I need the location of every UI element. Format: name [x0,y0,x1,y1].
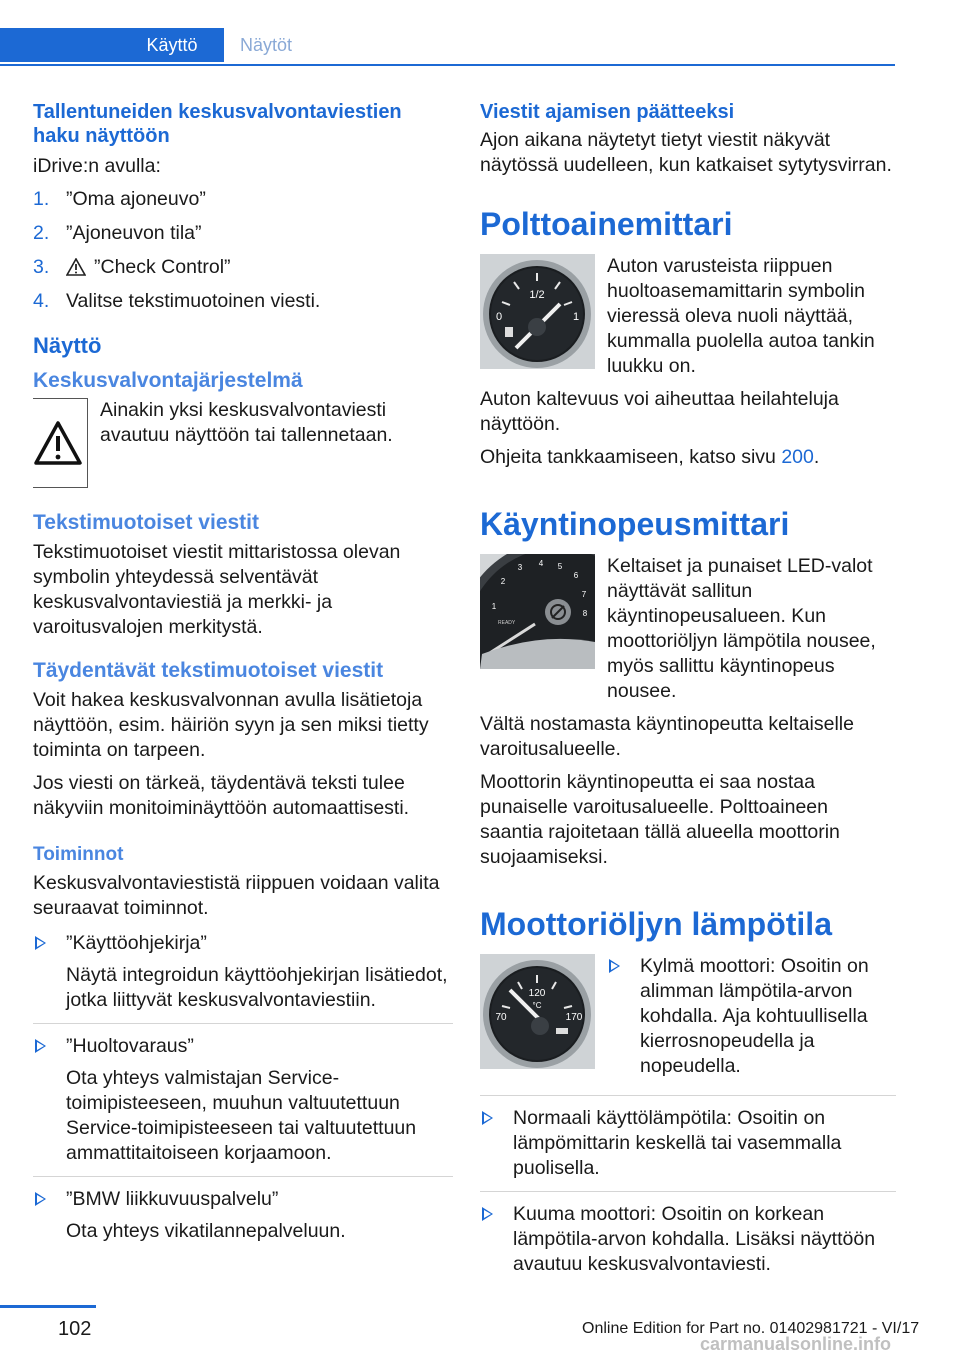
tacho-tick-label: 6 [573,571,579,580]
step-number: 2. [33,222,50,244]
list-item [480,1096,896,1181]
step-number: 4. [33,290,50,312]
header-bar [0,0,895,66]
footer-accent-line [0,1305,96,1308]
fuel-pump-icon [505,327,513,337]
oil-gauge-label-unit: °C [532,1001,542,1010]
tacho-tick-label: 7 [581,590,587,599]
step-text: ”Check Control” [94,256,231,278]
paragraph: Keskusvalvontaviestistä riippuen voidaan valita seuraavat toiminnot. [33,872,440,919]
tacho-tick-label: 8 [582,609,588,618]
tacho-tick-label: 1 [491,602,497,611]
list-item [33,255,453,280]
tacho-tick-label: 3 [517,563,523,572]
figure-row-fuel [480,254,896,379]
fuel-gauge-label-one: 1 [572,311,580,323]
paragraph: Moottorin käyntinopeutta ei saa nostaa punaiselle varoitusalueelle. Polttoaineen saantia rajoitetaan tällä alueella moottorin suojaamiseksi. [480,771,840,868]
paragraph: Ajon aikana näytetyt tietyt viestit näkyvät näytössä uudelleen, kun katkaiset sytytysvirran. [480,129,892,176]
item-text: Normaali käyttölämpötila: Osoitin on lämpömittarin keskellä tai vasemmalla puolisella. [513,1107,842,1179]
item-label: ”Käyttöohjekirja” [66,932,207,954]
step-number: 3. [33,256,50,278]
step-text: ”Oma ajoneuvo” [66,188,206,210]
figure-row-oil [480,954,896,1089]
paragraph [480,445,896,470]
paragraph: Tekstimuotoiset viestit mittaristossa olevan symbolin yhteydessä selventävät keskusvalvontaviestiä ja merkki- ja varoitusvalojen merkitystä. [33,541,401,638]
fuel-text: Auton varusteista riippuen huoltoasemamittarin symbolin vieressä oleva nuoli näyttää, kummalla puolella autoa tankin luukku on. [607,255,875,377]
page-number: 102 [58,1318,92,1340]
oil-gauge-label-mid: 120 [528,988,546,999]
section-title-haku: Tallentuneiden keskusvalvontaviestien haku näyttöön [33,101,402,147]
step-text: ”Ajoneuvon tila” [66,222,202,244]
list-item [480,1191,896,1277]
oil-gauge-label-high: 170 [565,1012,583,1023]
list-item [33,221,453,246]
tachometer-image [480,554,595,669]
fuel-gauge-image [480,254,595,369]
oil-temperature-gauge-image [480,954,595,1069]
oil-list-first [607,954,896,1079]
bullet-triangle-icon [482,1207,493,1221]
fuel-gauge-label-zero: 0 [495,311,503,323]
section-title-kayntinopeusmittari: Käyntinopeusmittari [480,506,790,542]
page-link[interactable]: 200 [781,446,814,468]
text-span: . [813,446,820,468]
bullet-triangle-icon [482,1111,493,1125]
paragraph: Auton kaltevuus voi aiheuttaa heilahteluja näyttöön. [480,388,839,435]
edition-text: Online Edition for Part no. 01402981721 - VI/17 [582,1320,920,1337]
tacho-tick-label: 2 [500,577,506,586]
fuel-gauge-label-half: 1/2 [529,289,545,301]
tab-naytot[interactable]: Näytöt [240,35,293,55]
section-title-tekstimuotoiset: Tekstimuotoiset viestit [33,511,259,534]
watermark: carmanualsonline.info [700,1334,892,1354]
section-title-taydentavat: Täydentävät tekstimuotoiset viestit [33,659,384,682]
step-number: 1. [33,188,50,210]
steps-list [33,187,453,314]
section-title-naytto: Näyttö [33,333,102,358]
warning-frame [33,398,88,488]
list-item [33,931,453,1013]
list-item [33,289,453,314]
paragraph: Voit hakea keskusvalvonnan avulla lisätietoja näyttöön, esim. häiriön syyn ja sen miksi tietty toiminta on tarpeen. [33,689,429,761]
list-item [607,954,896,1079]
step-text: Valitse tekstimuotoinen viesti. [66,290,321,312]
bullet-triangle-icon [35,1039,46,1053]
bullet-triangle-icon [35,1192,46,1206]
right-column [480,100,896,1287]
section-title-viestit-ajamisen: Viestit ajamisen päätteeksi [480,101,735,123]
header-accent [0,28,120,62]
paragraph: Jos viesti on tärkeä, täydentävä teksti tulee näkyviin monitoiminäyttöön automaattisesti. [33,772,410,819]
tacho-ready-label: READY [498,620,516,626]
list-item [33,187,453,212]
bullet-triangle-icon [35,936,46,950]
oil-gauge-label-low: 70 [495,1012,507,1023]
item-text: Näytä integroidun käyttöohjekirjan lisätiedot, jotka liittyvät keskusvalvontaviestiin. [66,964,448,1011]
oil-can-icon [556,1028,568,1034]
oil-first-item [607,954,896,1089]
bullet-triangle-icon [609,959,620,973]
note-text: Ainakin yksi keskusvalvontaviesti avautuu näyttöön tai tallennetaan. [100,399,393,446]
list-item [33,1023,453,1166]
section-title-keskusvalvonta: Keskusvalvontajärjestelmä [33,369,303,392]
note-row [33,398,453,488]
functions-list [33,931,453,1244]
tacho-tick-label: 4 [538,559,544,568]
intro-text: iDrive:n avulla: [33,155,161,177]
tab-kaytto[interactable]: Käyttö [120,28,224,62]
figure-row-tacho [480,554,896,704]
oil-list-rest [480,1095,896,1277]
text-span: Ohjeita tankkaamiseen, katso sivu [480,446,776,468]
list-item [33,1176,453,1244]
item-text: Ota yhteys valmistajan Service-toimipisteeseen, muuhun valtuutettuun Service-toimipisteeseen tai valtuutettuun ammattitaitoiseen korjaamoon. [66,1067,417,1164]
tacho-text: Keltaiset ja punaiset LED-valot näyttävät sallitun käyntinopeusalueen. Kun moottoriöljyn lämpötila nousee, myös sallittu käyntinopeus nousee. [607,555,876,702]
tacho-tick-label: 5 [557,562,563,571]
item-text: Kylmä moottori: Osoitin on alimman lämpötila-arvon kohdalla. Aja kohtuullisella kierrosnopeudella ja nopeudella. [640,955,869,1077]
item-text: Kuuma moottori: Osoitin on korkean lämpötila-arvon kohdalla. Lisäksi näyttöön avautuu keskusvalvontaviesti. [513,1203,876,1275]
item-label: ”Huoltovaraus” [66,1035,194,1057]
paragraph: Vältä nostamasta käyntinopeutta keltaiselle varoitusalueelle. [480,713,854,760]
item-label: ”BMW liikkuvuuspalvelu” [66,1188,279,1210]
left-column [33,100,453,1254]
item-text: Ota yhteys vikatilannepalveluun. [66,1220,346,1242]
warning-triangle-icon [66,258,86,276]
section-title-toiminnot: Toiminnot [33,844,124,865]
section-title-moottorioljyn-lampotila: Moottoriöljyn lämpötila [480,906,832,942]
warning-triangle-icon [33,420,83,466]
section-title-polttoainemittari: Polttoainemittari [480,206,733,242]
